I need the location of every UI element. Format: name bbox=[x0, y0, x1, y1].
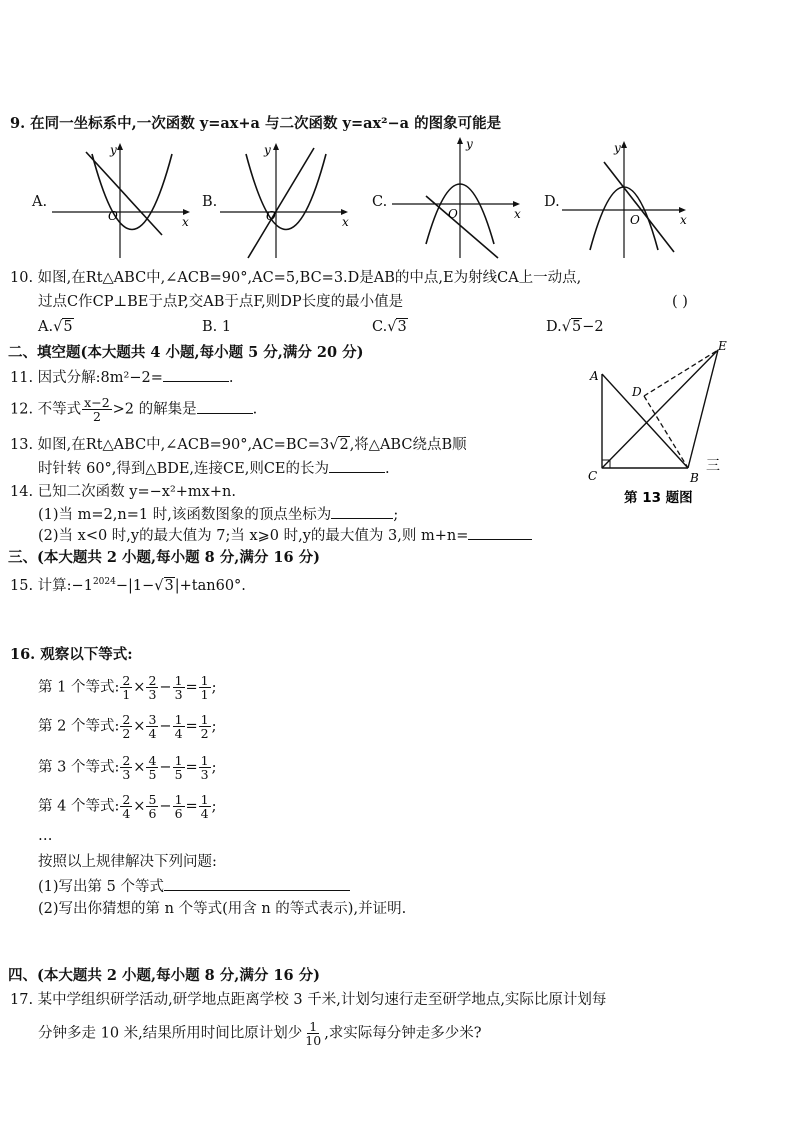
q16-eq-2: 第 2 个等式: $\frac{2}{2}$ × $\frac{3}{4}$ − $\frac{1}{4}$ = $\frac{1}{2}$ ; bbox=[38, 712, 217, 741]
q14-2-answer-blank[interactable] bbox=[468, 525, 532, 540]
q17-line1: 17. 某中学组织研学活动,研学地点距离学校 3 千米,计划匀速行走至研学地点,实际比原计划每 bbox=[10, 992, 607, 1008]
q16-eq-3: 第 3 个等式: $\frac{2}{3}$ × $\frac{4}{5}$ − $\frac{1}{5}$ = $\frac{1}{3}$ ; bbox=[38, 753, 217, 782]
q9-graph-b bbox=[218, 140, 363, 262]
q16-sub1: (1)写出第 5 个等式 bbox=[38, 876, 350, 897]
q10-option-a: A.√5 bbox=[38, 319, 73, 335]
q9-graph-d-y: y bbox=[614, 141, 621, 155]
q16-1-answer-blank[interactable] bbox=[164, 876, 350, 891]
q13-point-e: E bbox=[718, 339, 727, 353]
q9-graph-c-x: x bbox=[514, 207, 521, 221]
q12-text: 12. 不等式 $\frac{x-2}{2}$ >2 的解集是 . bbox=[10, 395, 258, 424]
q9-option-a-label: A. bbox=[32, 194, 48, 210]
q11-text: 11. 因式分解:8m²−2= . bbox=[10, 367, 233, 388]
q9-graph-d bbox=[560, 134, 705, 262]
q16-task: 按照以上规律解决下列问题: bbox=[38, 854, 217, 870]
q17-line2: 分钟多走 10 米,结果所用时间比原计划少 $\frac{1}{10}$ ,求实际每分钟走多少米? bbox=[38, 1019, 482, 1048]
q13-point-d: D bbox=[632, 385, 642, 399]
q9-option-d-label: D. bbox=[544, 194, 560, 210]
q9-graph-b-y: y bbox=[264, 143, 271, 157]
q16-eq-1: 第 1 个等式: $\frac{2}{1}$ × $\frac{2}{3}$ − $\frac{1}{3}$ = $\frac{1}{1}$ ; bbox=[38, 673, 217, 702]
q14-line2: (1)当 m=2,n=1 时,该函数图象的顶点坐标为 ; bbox=[38, 504, 398, 525]
q13-point-a: A bbox=[590, 369, 599, 383]
q9-option-c-label: C. bbox=[372, 194, 388, 210]
q13-point-c: C bbox=[588, 469, 598, 483]
q9-graph-b-origin: O bbox=[266, 209, 276, 223]
q9-graph-a-x: x bbox=[182, 215, 189, 229]
q10-option-c: C.√3 bbox=[372, 319, 407, 335]
q9-graph-c-origin: O bbox=[448, 207, 458, 221]
q13-margin-mark: 三 bbox=[706, 458, 720, 474]
section-2-heading: 二、填空题(本大题共 4 小题,每小题 5 分,满分 20 分) bbox=[8, 344, 364, 361]
q16-eq-4: 第 4 个等式: $\frac{2}{4}$ × $\frac{5}{6}$ − $\frac{1}{6}$ = $\frac{1}{4}$ ; bbox=[38, 792, 217, 821]
q16-sub2: (2)写出你猜想的第 n 个等式(用含 n 的等式表示),并证明. bbox=[38, 901, 407, 917]
q13-point-b: B bbox=[690, 471, 699, 485]
q14-line1: 14. 已知二次函数 y=−x²+mx+n. bbox=[10, 484, 236, 500]
q9-option-b-label: B. bbox=[202, 194, 218, 210]
q9-graph-d-x: x bbox=[680, 213, 687, 227]
q9-graph-c bbox=[390, 134, 535, 262]
q9-graph-c-y: y bbox=[466, 137, 473, 151]
q14-line3: (2)当 x<0 时,y的最大值为 7;当 x⩾0 时,y的最大值为 3,则 m+n= bbox=[38, 525, 532, 546]
q10-line1: 10. 如图,在Rt△ABC中,∠ACB=90°,AC=5,BC=3.D是AB的中点,E为射线CA上一动点, bbox=[10, 270, 582, 286]
q16-intro: 16. 观察以下等式: bbox=[10, 646, 133, 663]
q10-line2: 过点C作CP⊥BE于点P,交AB于点F,则DP长度的最小值是 bbox=[38, 294, 404, 310]
section-3-heading: 三、(本大题共 2 小题,每小题 8 分,满分 16 分) bbox=[8, 549, 320, 566]
q10-option-d: D.√5−2 bbox=[546, 319, 604, 335]
q10-answer-paren: ( ) bbox=[672, 294, 688, 310]
q13-figure bbox=[584, 338, 794, 508]
q16-ellipsis: … bbox=[38, 828, 53, 844]
q9-graph-b-x: x bbox=[342, 215, 349, 229]
q9-graph-d-origin: O bbox=[630, 213, 640, 227]
q14-1-answer-blank[interactable] bbox=[331, 504, 393, 519]
q9-graph-a bbox=[50, 140, 195, 262]
q10-option-b: B. 1 bbox=[202, 319, 232, 335]
q13-line1: 13. 如图,在Rt△ABC中,∠ACB=90°,AC=BC=3√2,将△ABC绕点B顺 bbox=[10, 437, 467, 453]
q15-text: 15. 计算$:-1^{2024}-|1-√3|+\tan 60^\circ$. bbox=[10, 577, 246, 594]
q9-stem: 9. 在同一坐标系中,一次函数 y=ax+a 与二次函数 y=ax²−a 的图象可能是 bbox=[10, 115, 502, 132]
q13-caption: 第 13 题图 bbox=[624, 490, 693, 506]
q13-line2: 时针转 60°,得到△BDE,连接CE,则CE的长为 . bbox=[38, 458, 390, 479]
q9-graph-a-y: y bbox=[110, 143, 117, 157]
q12-answer-blank[interactable] bbox=[197, 399, 253, 414]
section-4-heading: 四、(本大题共 2 小题,每小题 8 分,满分 16 分) bbox=[8, 967, 320, 984]
q11-answer-blank[interactable] bbox=[163, 367, 229, 382]
q9-graph-a-origin: O bbox=[108, 209, 118, 223]
q13-answer-blank[interactable] bbox=[329, 458, 385, 473]
